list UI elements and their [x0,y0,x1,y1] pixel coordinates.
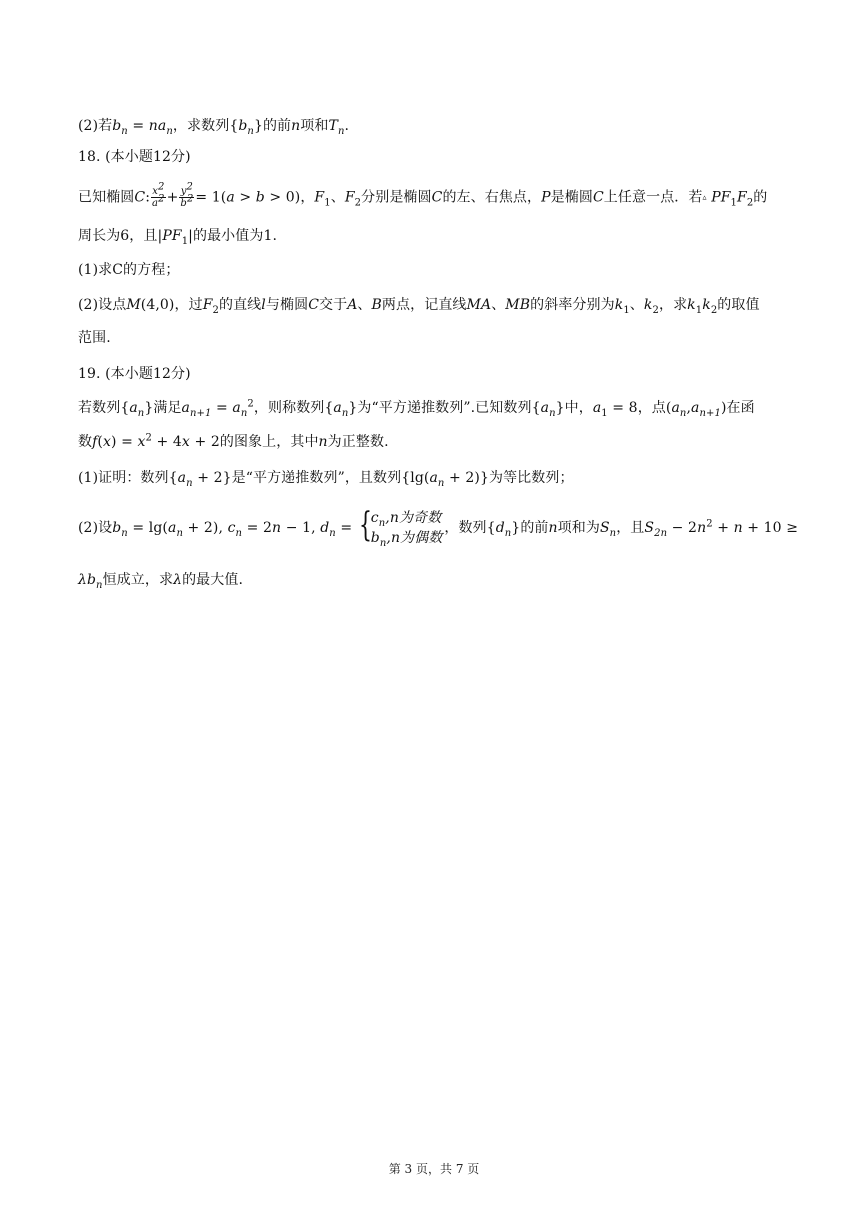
q18-stem-line2: 周长为6，且$|PF_1|$的最小值为1. [78,228,278,247]
text: ，过 [174,297,203,313]
text: ，则称数列 [253,400,325,416]
text: 的直线 [218,297,262,313]
q18-part2-line2: 范围. [78,330,111,346]
q19-part2-line2: $\lambda b_n$恒成立，求λ的最大值. [78,572,244,591]
text: 中， [564,400,593,416]
text: ，且 [616,520,645,536]
text: 与椭圆 [265,297,309,313]
text: 周长为6，且 [78,228,158,244]
text: 数 [78,434,93,450]
text: 在函 [726,400,755,416]
text: 为等比数列； [488,470,574,486]
text: . [344,118,350,134]
q19-title: 19. (本小题12分) [78,366,191,382]
text: 的前 [520,520,549,536]
case-odd: n为奇数 [389,510,442,526]
text: 两点，记直线 [381,297,467,313]
q18-part1: (1)求C的方程； [78,262,180,278]
text: 项和 [300,118,329,134]
text: 是椭圆 [550,189,593,206]
q17-part2-line: (2)若$b_n = na_n$，求数列$\{b_n\}$的前n项和$T_n$. [78,118,350,137]
q19-stem-line1: 若数列$\{a_n\}$满足$a_{n+1} = a_n^2$，则称数列$\{a_n\}$为“平方递推数列”.已知数列$\{a_n\}$中，$a_1 = 8$，点$(a_n,a_{n+1})$在函 [78,398,755,419]
q18-title: 18. (本小题12分) [78,149,191,165]
text: 的前 [262,118,292,134]
text: ，数列 [444,520,487,536]
text: 为正整数. [327,434,389,450]
piecewise-cases: { $c_n,n$为奇数 $b_n,n$为偶数 [358,505,443,549]
text: (2)若 [78,118,113,134]
text: (1)证明：数列 [78,470,169,486]
text: ， [300,189,315,206]
case-even: n为偶数 [390,530,443,546]
text: 满足 [153,400,182,416]
text: 、 [330,189,345,206]
text: ，求 [658,297,688,313]
text: 、 [491,297,506,313]
fraction-x2-a2: $\frac{x^2}{a^2}$ [152,181,165,209]
q18-stem-line1: 已知椭圆C: $\frac{x^2}{a^2}$ + $\frac{y^2}{b^2}$ = 1(a > b > 0)，$F_1$、$F_2$分别是椭圆C的左、右焦点，P是椭圆C上任意一点．若▵ $PF_1F_2$的 [78,181,768,209]
text: 的最小值为1. [192,228,278,244]
text: 为“平方递推数列”.已知数列 [357,400,532,416]
text: 的 [753,189,768,206]
fraction-y2-b2: $\frac{y^2}{b^2}$ [180,181,194,209]
text: 是“平方递推数列”，且数列 [231,470,402,486]
text: 的左、右焦点， [442,189,542,206]
text: 、 [357,297,372,313]
q18-part2-line1: (2)设点M(4,0)，过$F_2$的直线l与椭圆C交于A、B两点，记直线MA、MB的斜率分别为$k_1$、$k_2$，求$k_1k_2$的取值 [78,297,760,316]
text: 上任意一点．若 [603,189,703,206]
text: 恒成立，求 [102,572,174,588]
text: 项和为 [557,520,600,536]
q19-part2-line1: (2)设$b_n = \lg(a_n + 2)$, $c_n = 2n - 1$, $d_n$ = { $c_n,n$为奇数 $b_n,n$为偶数 ，数列$\{d_n\}$的前n项和为$S_n$，且$S_{2n} - 2n^2 + n + 10$ ≥ [78,505,799,549]
text: 的图象上，其中 [219,434,319,450]
text: (2)设 [78,520,113,536]
text: 的最大值. [182,572,244,588]
text: ，求数列 [172,118,230,134]
q19-part1: (1)证明：数列$\{a_n + 2\}$是“平方递推数列”，且数列$\{\lg(a_n + 2)\}$为等比数列； [78,470,574,489]
text: 、 [629,297,644,313]
text: ，点 [637,400,666,416]
q19-stem-line2: 数$f(x) = x^2 + 4x + 2$的图象上，其中n为正整数. [78,432,389,450]
text: 已知椭圆 [78,189,135,206]
text: 若数列 [78,400,121,416]
triangle-icon: ▵ [702,192,707,202]
text: 的取值 [717,297,760,313]
text: 交于 [319,297,348,313]
text: (2)设点 [78,297,127,313]
text: 的斜率分别为 [530,297,615,313]
page-number: 第 3 页，共 7 页 [388,1162,480,1176]
text: 分别是椭圆 [361,189,432,206]
